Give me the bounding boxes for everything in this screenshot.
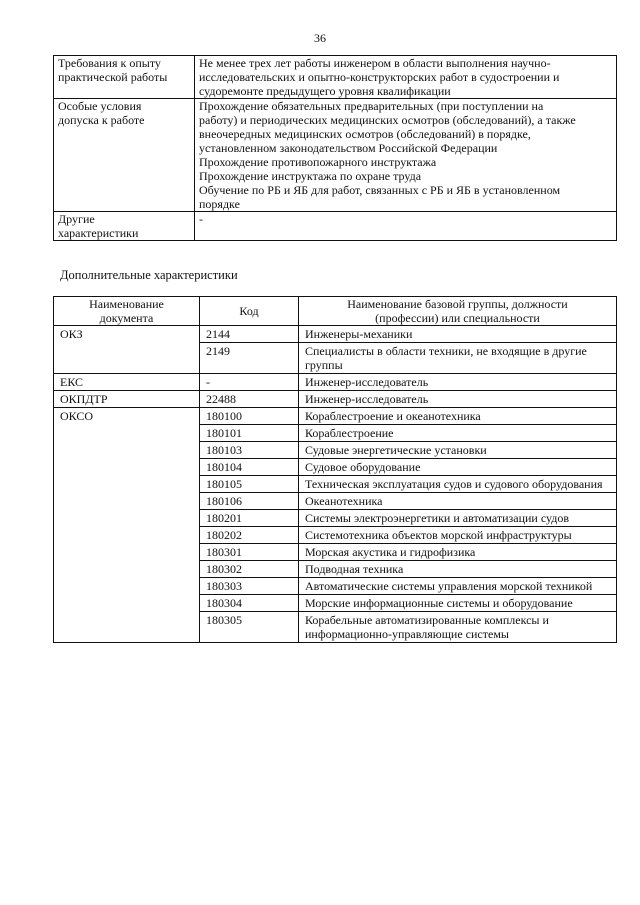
requirement-label-line: Особые условия (58, 99, 142, 113)
cell-doc: ЕКС (54, 374, 200, 391)
requirement-label (54, 56, 195, 99)
requirement-value-line: Прохождение обязательных предварительных (при поступлении на (199, 99, 544, 113)
table-row (54, 612, 617, 643)
cell-code: 180302 (200, 561, 299, 578)
requirement-value-line: работу) и периодических медицинских осмотров (обследований), а также (199, 113, 576, 127)
table-row (54, 343, 617, 374)
requirement-value (195, 212, 617, 241)
table-row (54, 544, 617, 561)
cell-name: Корабельные автоматизированные комплексы и информационно-управляющие системы (299, 612, 617, 643)
cell-code: 180101 (200, 425, 299, 442)
cell-name: Кораблестроение и океанотехника (299, 408, 617, 425)
requirement-value (195, 99, 617, 212)
requirement-value-line: - (199, 212, 203, 226)
cell-name: Океанотехника (299, 493, 617, 510)
table-row (54, 326, 617, 343)
cell-doc (54, 459, 200, 476)
cell-doc (54, 442, 200, 459)
cell-name: Кораблестроение (299, 425, 617, 442)
cell-code: 180103 (200, 442, 299, 459)
table-row (54, 425, 617, 442)
cell-code: 180100 (200, 408, 299, 425)
requirement-value-line: исследовательских и опытно-конструкторских работ в судостроении и (199, 70, 560, 84)
header-document: Наименование документа (54, 297, 200, 326)
table-row (54, 578, 617, 595)
cell-code: 180201 (200, 510, 299, 527)
cell-name: Системотехника объектов морской инфраструктуры (299, 527, 617, 544)
page-number: 36 (314, 31, 326, 45)
cell-name: Судовое оборудование (299, 459, 617, 476)
cell-doc (54, 343, 200, 374)
cell-name: Морские информационные системы и оборудование (299, 595, 617, 612)
cell-name: Инженер-исследователь (299, 391, 617, 408)
codes-table (53, 296, 617, 643)
requirement-label-line: допуска к работе (58, 113, 145, 127)
requirement-row (54, 56, 617, 99)
cell-doc (54, 425, 200, 442)
cell-doc: ОКЗ (54, 326, 200, 343)
cell-doc: ОКСО (54, 408, 200, 425)
cell-doc (54, 527, 200, 544)
table-row (54, 493, 617, 510)
cell-code: 180202 (200, 527, 299, 544)
cell-code: 2144 (200, 326, 299, 343)
requirement-label (54, 99, 195, 212)
requirement-value-line: Прохождение инструктажа по охране труда (199, 169, 422, 183)
cell-name: Специалисты в области техники, не входящие в другие группы (299, 343, 617, 374)
cell-doc (54, 578, 200, 595)
cell-doc (54, 544, 200, 561)
requirement-label-line: Другие (58, 212, 95, 226)
cell-doc (54, 476, 200, 493)
table-row (54, 476, 617, 493)
requirement-value-line: Обучение по РБ и ЯБ для работ, связанных с РБ и ЯБ в установленном (199, 183, 561, 197)
requirement-label-line: Требования к опыту (58, 56, 161, 70)
cell-doc (54, 595, 200, 612)
cell-name: Инженеры-механики (299, 326, 617, 343)
table-row (54, 595, 617, 612)
cell-code: 22488 (200, 391, 299, 408)
requirement-label (54, 212, 195, 241)
cell-code: 180303 (200, 578, 299, 595)
table-row (54, 561, 617, 578)
requirement-value-line: судоремонте предыдущего уровня квалификации (199, 84, 451, 98)
table-row (54, 408, 617, 425)
table-row (54, 442, 617, 459)
cell-doc (54, 493, 200, 510)
requirement-value-line: Прохождение противопожарного инструктажа (199, 155, 437, 169)
cell-name: Инженер-исследователь (299, 374, 617, 391)
table-row (54, 391, 617, 408)
requirement-label-line: характеристики (58, 226, 139, 240)
requirement-value-line: установленном законодательством Российской Федерации (199, 141, 498, 155)
cell-name: Судовые энергетические установки (299, 442, 617, 459)
requirement-row (54, 99, 617, 212)
codes-table-header (54, 297, 617, 326)
table-row (54, 510, 617, 527)
cell-code: 180304 (200, 595, 299, 612)
cell-doc (54, 510, 200, 527)
cell-code: 180305 (200, 612, 299, 643)
cell-code: 180301 (200, 544, 299, 561)
requirement-label-line: практической работы (58, 70, 168, 84)
cell-code: - (200, 374, 299, 391)
requirement-row (54, 212, 617, 241)
table-row (54, 459, 617, 476)
requirement-value-line: внеочередных медицинских осмотров (обследований) в порядке, (199, 127, 531, 141)
cell-name: Морская акустика и гидрофизика (299, 544, 617, 561)
cell-code: 2149 (200, 343, 299, 374)
requirement-value (195, 56, 617, 99)
cell-name: Автоматические системы управления морской техникой (299, 578, 617, 595)
cell-doc (54, 561, 200, 578)
requirements-table (53, 55, 617, 241)
cell-name: Подводная техника (299, 561, 617, 578)
cell-name: Техническая эксплуатация судов и судового оборудования (299, 476, 617, 493)
table-row (54, 374, 617, 391)
header-name: Наименование базовой группы, должности (профессии) или специальности (299, 297, 617, 326)
requirement-value-line: порядке (199, 197, 240, 211)
header-code: Код (200, 297, 299, 326)
cell-code: 180106 (200, 493, 299, 510)
additional-characteristics-title: Дополнительные характеристики (60, 268, 238, 282)
table-row (54, 527, 617, 544)
requirement-value-line: Не менее трех лет работы инженером в области выполнения научно- (199, 56, 551, 70)
cell-doc (54, 612, 200, 643)
cell-code: 180105 (200, 476, 299, 493)
cell-doc: ОКПДТР (54, 391, 200, 408)
cell-name: Системы электроэнергетики и автоматизации судов (299, 510, 617, 527)
cell-code: 180104 (200, 459, 299, 476)
